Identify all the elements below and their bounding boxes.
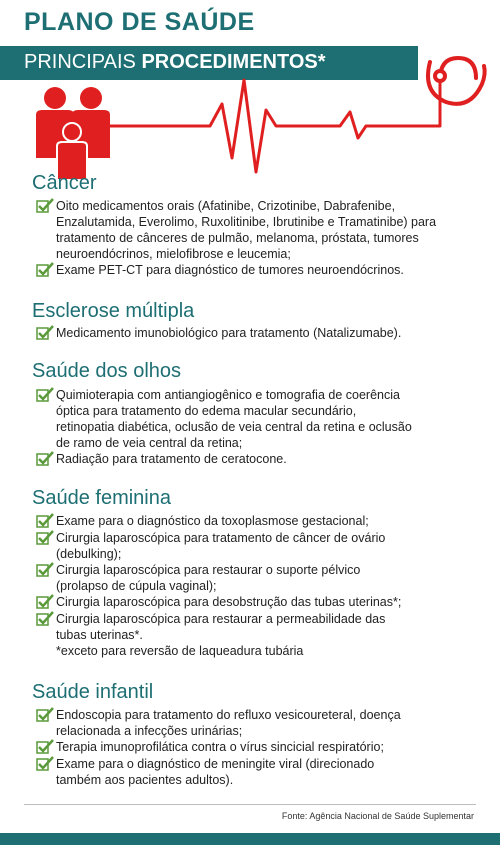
list-item (36, 262, 486, 279)
checkmark-icon (36, 756, 56, 773)
list-item (36, 513, 486, 530)
family-icon (36, 87, 110, 180)
section-title-olhos: Saúde dos olhos (32, 360, 182, 382)
subtitle-bold: PROCEDIMENTOS* (141, 51, 326, 73)
heartbeat-line-icon (108, 80, 440, 172)
list-item (36, 707, 486, 739)
checkmark-icon (36, 739, 56, 756)
list-item (36, 451, 486, 468)
list-feminina (36, 513, 486, 659)
list-item (36, 198, 486, 262)
checkmark-icon (36, 387, 56, 404)
checkmark-icon (36, 530, 56, 547)
list-olhos (36, 387, 486, 468)
section-title-esclerose: Esclerose múltipla (32, 300, 195, 322)
list-item (36, 739, 486, 756)
list-infantil (36, 707, 486, 788)
list-item (36, 562, 486, 594)
list-esclerose (36, 325, 486, 342)
footer-bar (0, 833, 500, 845)
header-graphic (0, 40, 500, 190)
checkmark-icon (36, 707, 56, 724)
list-cancer (36, 198, 486, 279)
checkmark-icon (36, 611, 56, 628)
item-text: Cirurgia laparoscópica para restaurar a permeabilidade das tubas uterinas*. (56, 612, 386, 642)
checkmark-icon (36, 198, 56, 215)
item-text: Terapia imunoprofilática contra o vírus sincicial respiratório; (56, 740, 384, 754)
source-credit: Fonte: Agência Nacional de Saúde Suplementar (281, 811, 474, 821)
checkmark-icon (36, 262, 56, 279)
list-item (36, 325, 486, 342)
item-text: Radiação para tratamento de ceratocone. (56, 452, 287, 466)
item-text: Exame PET-CT para diagnóstico de tumores neuroendócrinos. (56, 263, 404, 277)
list-item (36, 387, 486, 451)
list-item (36, 530, 486, 562)
checkmark-icon (36, 325, 56, 342)
checkmark-icon (36, 594, 56, 611)
checkmark-icon (36, 513, 56, 530)
item-text: Exame para o diagnóstico de meningite viral (direcionado também aos pacientes adultos). (56, 757, 375, 787)
item-text: Exame para o diagnóstico da toxoplasmose gestacional; (56, 514, 369, 528)
footer-divider (24, 804, 476, 805)
item-text: Cirurgia laparoscópica para restaurar o suporte pélvico (prolapso de cúpula vaginal); (56, 563, 361, 593)
stethoscope-icon (428, 58, 485, 104)
footnote: *exceto para reversão de laqueadura tubária (56, 644, 304, 658)
item-text: Medicamento imunobiológico para tratamento (Natalizumabe). (56, 326, 402, 340)
item-text: Cirurgia laparoscópica para desobstrução das tubas uterinas*; (56, 595, 402, 609)
item-text: Quimioterapia com antiangiogênico e tomografia de coerência óptica para tratamento do edema macular secundário, retinopatia diabética, oclusão de veia central da retina e oclusão de ramo de veia central da retina; (56, 388, 412, 450)
section-title-feminina: Saúde feminina (32, 487, 171, 509)
page-title: PLANO DE SAÚDE (24, 8, 255, 36)
section-title-cancer: Câncer (32, 172, 97, 194)
checkmark-icon (36, 562, 56, 579)
item-text: Oito medicamentos orais (Afatinibe, Crizotinibe, Dabrafenibe, Enzalutamida, Everolimo, Ruxolitinibe, Ibrutinibe e Tramatinibe) para tratamento de cânceres de pulmão, melanoma, próstata, tumores neuroendócrinos, mielofibrose e leucemia; (56, 199, 437, 261)
list-item (36, 756, 486, 788)
section-title-infantil: Saúde infantil (32, 681, 154, 703)
list-item (36, 594, 486, 611)
list-item (36, 611, 486, 643)
checkmark-icon (36, 451, 56, 468)
item-text: Endoscopia para tratamento do refluxo vesicoureteral, doença relacionada a infecções urinárias; (56, 708, 401, 738)
subtitle-regular: PRINCIPAIS (24, 51, 142, 73)
item-text: Cirurgia laparoscópica para tratamento de câncer de ovário (debulking); (56, 531, 386, 561)
